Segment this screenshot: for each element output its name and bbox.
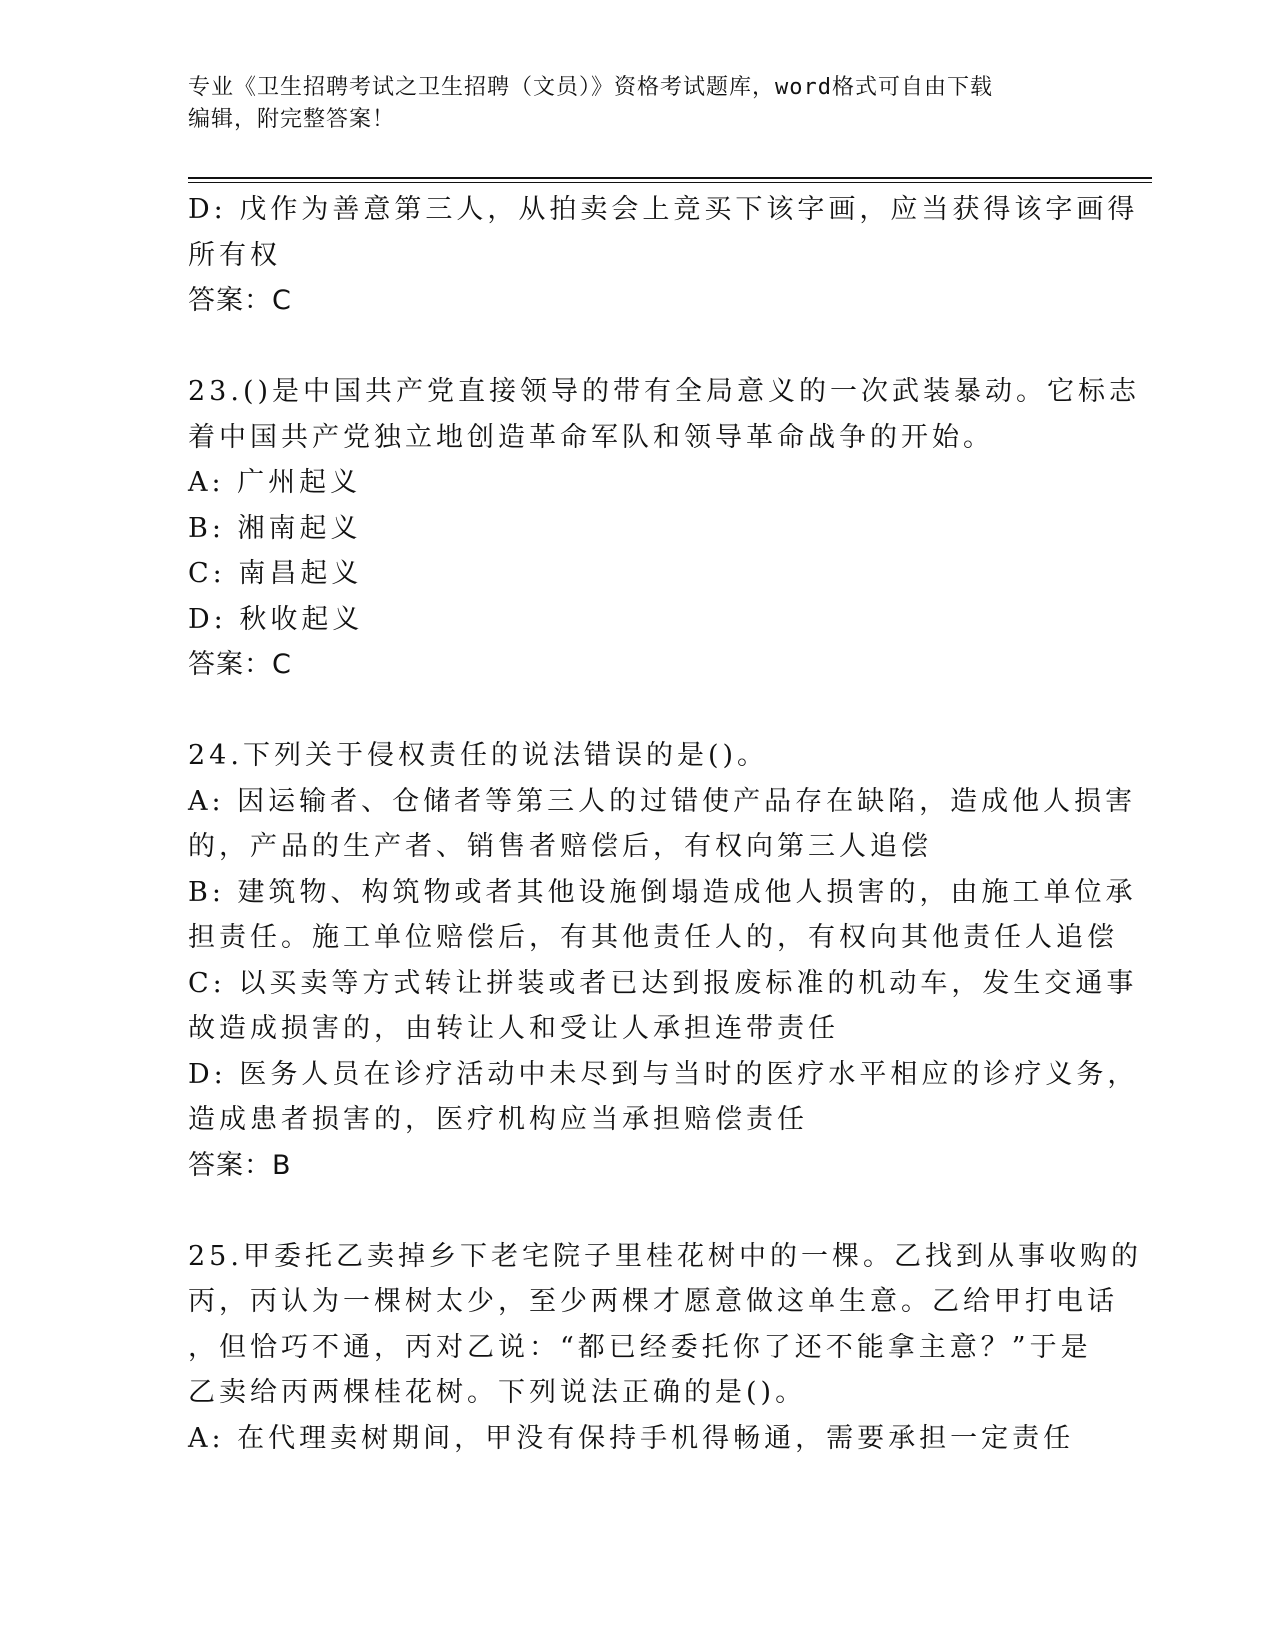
header-line-2: 编辑，附完整答案！ [188,107,396,132]
option-a-line-2: 的，产品的生产者、销售者赔偿后，有权向第三人追偿 [188,831,932,862]
option-a: A: 在代理卖树期间，甲没有保持手机得畅通，需要承担一定责任 [188,1422,1075,1454]
option-d-line-1: D: 戊作为善意第三人，从拍卖会上竞买下该字画，应当获得该字画得 [188,194,1139,225]
question-24 [188,733,1139,1188]
answer-line: 答案：C [188,285,292,316]
question-23 [188,369,1141,688]
option-d-line-2: 造成患者损害的，医疗机构应当承担赔偿责任 [188,1104,808,1135]
option-b-line-1: B: 建筑物、构筑物或者其他设施倒塌造成他人损害的，由施工单位承 [188,876,1137,908]
option-c: C: 南昌起义 [188,558,363,589]
option-d-line-2: 所有权 [188,239,281,271]
option-a: A: 广州起义 [188,467,362,498]
option-c-line-1: C: 以买卖等方式转让拼装或者已达到报废标准的机动车，发生交通事 [188,967,1138,999]
header-rule-thin [188,182,1152,183]
header-rule-thick [188,177,1152,179]
answer-line: 答案：B [188,1149,292,1181]
spacer [188,1188,1088,1234]
option-b: B: 湘南起义 [188,512,362,544]
option-a-line-1: A: 因运输者、仓储者等第三人的过错使产品存在缺陷，造成他人损害 [188,785,1137,817]
option-b-line-2: 担责任。施工单位赔偿后，有其他责任人的，有权向其他责任人追偿 [188,922,1118,953]
question-25 [188,1234,1142,1462]
option-d-line-1: D: 医务人员在诊疗活动中未尽到与当时的医疗水平相应的诊疗义务， [188,1058,1139,1090]
option-d: D: 秋收起义 [188,603,364,635]
question-content [188,187,1142,1461]
question-stem-line-3: ，但恰巧不通，丙对乙说：“都已经委托你了还不能拿主意？”于是 [188,1331,1092,1363]
question-stem-line-2: 着中国共产党独立地创造革命军队和领导革命战争的开始。 [188,421,994,453]
question-stem-line-4: 乙卖给丙两棵桂花树。下列说法正确的是()。 [188,1377,807,1408]
previous-question-tail [188,187,1139,324]
spacer [188,324,1088,370]
question-stem: 24.下列关于侵权责任的说法错误的是()。 [188,740,769,771]
header-line-1: 专业《卫生招聘考试之卫生招聘（文员）》资格考试题库，word格式可自由下载 [188,75,993,100]
page-header [188,72,1068,136]
question-stem-line-2: 丙，丙认为一棵树太少，至少两棵才愿意做这单生意。乙给甲打电话 [188,1286,1118,1317]
spacer [188,688,1088,734]
option-c-line-2: 故造成损害的，由转让人和受让人承担连带责任 [188,1013,839,1044]
answer-line: 答案：C [188,649,292,680]
question-stem-line-1: 25.甲委托乙卖掉乡下老宅院子里桂花树中的一棵。乙找到从事收购的 [188,1240,1142,1272]
question-stem-line-1: 23.()是中国共产党直接领导的带有全局意义的一次武装暴动。它标志 [188,376,1141,407]
